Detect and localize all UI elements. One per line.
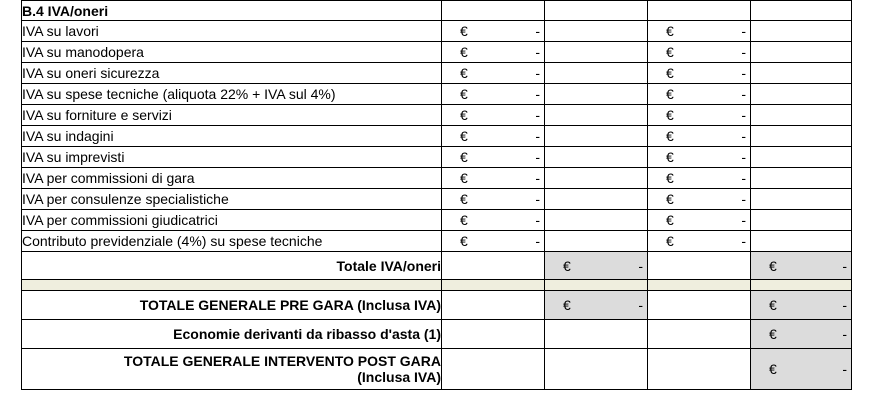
amount-cell[interactable] <box>648 84 751 105</box>
value-text: - <box>842 258 847 274</box>
cell[interactable] <box>545 63 648 84</box>
spreadsheet-table <box>21 0 852 390</box>
amount-cell[interactable] <box>442 189 545 210</box>
currency-symbol: € <box>460 23 468 39</box>
value-text: - <box>638 297 643 313</box>
economie-value[interactable] <box>751 320 852 349</box>
amount-cell[interactable] <box>648 21 751 42</box>
band-cell <box>751 280 852 291</box>
item-label[interactable]: IVA per consulenze specialistiche <box>22 189 442 210</box>
totale-pre-gara-value-post[interactable] <box>751 291 852 320</box>
iva-item-row <box>22 126 852 147</box>
cell[interactable] <box>545 320 648 349</box>
item-label[interactable]: IVA per commissioni di gara <box>22 168 442 189</box>
value-text: - <box>741 149 746 165</box>
item-label[interactable]: IVA su spese tecniche (aliquota 22% + IVA sul 4%) <box>22 84 442 105</box>
iva-item-row <box>22 231 852 252</box>
amount-cell[interactable] <box>648 189 751 210</box>
value-text: - <box>638 258 643 274</box>
value-text: - <box>535 86 540 102</box>
item-label[interactable]: IVA su indagini <box>22 126 442 147</box>
value-text: - <box>741 170 746 186</box>
currency-symbol: € <box>460 65 468 81</box>
currency-symbol: € <box>460 191 468 207</box>
cell[interactable] <box>545 42 648 63</box>
value-text: - <box>842 326 847 342</box>
item-label[interactable]: IVA su manodopera <box>22 42 442 63</box>
band-cell <box>22 280 442 291</box>
currency-symbol: € <box>769 297 777 313</box>
totale-pre-gara-row <box>22 291 852 320</box>
cell[interactable] <box>545 210 648 231</box>
currency-symbol: € <box>666 170 674 186</box>
economie-label[interactable]: Economie derivanti da ribasso d'asta (1) <box>22 320 442 349</box>
currency-symbol: € <box>460 107 468 123</box>
cell[interactable] <box>751 63 852 84</box>
value-text: - <box>535 149 540 165</box>
item-label[interactable]: IVA su oneri sicurezza <box>22 63 442 84</box>
separator-band-row <box>22 280 852 291</box>
iva-item-row <box>22 21 852 42</box>
value-text: - <box>741 191 746 207</box>
amount-cell[interactable] <box>442 168 545 189</box>
iva-item-row <box>22 63 852 84</box>
economie-row <box>22 320 852 349</box>
value-text: - <box>535 44 540 60</box>
cell[interactable] <box>648 320 751 349</box>
iva-item-row <box>22 147 852 168</box>
total-iva-label[interactable]: Totale IVA/oneri <box>22 252 442 280</box>
cell[interactable] <box>545 189 648 210</box>
value-text: - <box>535 170 540 186</box>
total-iva-value-pre[interactable] <box>545 252 648 280</box>
amount-cell[interactable] <box>648 147 751 168</box>
value-text: - <box>741 23 746 39</box>
item-label[interactable]: IVA su lavori <box>22 21 442 42</box>
iva-item-row <box>22 189 852 210</box>
cell[interactable] <box>545 231 648 252</box>
section-title[interactable]: B.4 IVA/oneri <box>22 1 442 21</box>
cell[interactable] <box>751 126 852 147</box>
amount-cell[interactable] <box>442 42 545 63</box>
value-text: - <box>741 212 746 228</box>
total-iva-row <box>22 252 852 280</box>
iva-item-row <box>22 210 852 231</box>
totale-pre-gara-label[interactable]: TOTALE GENERALE PRE GARA (Inclusa IVA) <box>22 291 442 320</box>
value-text: - <box>535 233 540 249</box>
amount-cell[interactable] <box>442 147 545 168</box>
amount-cell[interactable] <box>648 168 751 189</box>
currency-symbol: € <box>563 258 571 274</box>
currency-symbol: € <box>460 86 468 102</box>
value-text: - <box>535 23 540 39</box>
amount-cell[interactable] <box>442 84 545 105</box>
cell[interactable] <box>751 105 852 126</box>
value-text: - <box>741 44 746 60</box>
amount-cell[interactable] <box>442 105 545 126</box>
cell[interactable] <box>751 147 852 168</box>
currency-symbol: € <box>666 23 674 39</box>
currency-symbol: € <box>666 65 674 81</box>
item-label[interactable]: Contributo previdenziale (4%) su spese tecniche <box>22 231 442 252</box>
currency-symbol: € <box>769 361 777 377</box>
items-body <box>22 21 852 252</box>
currency-symbol: € <box>666 149 674 165</box>
amount-cell[interactable] <box>442 21 545 42</box>
currency-symbol: € <box>460 44 468 60</box>
section-header-row <box>22 1 852 21</box>
item-label[interactable]: IVA su forniture e servizi <box>22 105 442 126</box>
currency-symbol: € <box>666 233 674 249</box>
cell[interactable] <box>442 291 545 320</box>
cell[interactable] <box>751 210 852 231</box>
cell[interactable] <box>545 21 648 42</box>
currency-symbol: € <box>563 297 571 313</box>
amount-cell[interactable] <box>442 231 545 252</box>
amount-cell[interactable] <box>648 231 751 252</box>
cell[interactable] <box>545 105 648 126</box>
currency-symbol: € <box>769 326 777 342</box>
amount-cell[interactable] <box>648 63 751 84</box>
band-cell <box>545 280 648 291</box>
amount-cell[interactable] <box>442 126 545 147</box>
currency-symbol: € <box>666 44 674 60</box>
iva-item-row <box>22 105 852 126</box>
cell[interactable] <box>545 349 648 390</box>
cell[interactable] <box>648 1 751 21</box>
value-text: - <box>741 107 746 123</box>
cell[interactable] <box>442 349 545 390</box>
iva-item-row <box>22 168 852 189</box>
value-text: - <box>741 128 746 144</box>
currency-symbol: € <box>666 212 674 228</box>
value-text: - <box>535 212 540 228</box>
cell[interactable] <box>648 349 751 390</box>
cell[interactable] <box>648 291 751 320</box>
currency-symbol: € <box>769 258 777 274</box>
cell[interactable] <box>648 252 751 280</box>
amount-cell[interactable] <box>648 105 751 126</box>
totale-pre-gara-value[interactable] <box>545 291 648 320</box>
value-text: - <box>535 128 540 144</box>
totale-post-gara-row <box>22 349 852 390</box>
currency-symbol: € <box>666 86 674 102</box>
value-text: - <box>741 65 746 81</box>
cell[interactable] <box>442 252 545 280</box>
amount-cell[interactable] <box>648 126 751 147</box>
cell[interactable] <box>751 21 852 42</box>
cell[interactable] <box>545 1 648 21</box>
value-text: - <box>535 191 540 207</box>
cell[interactable] <box>751 231 852 252</box>
iva-item-row <box>22 42 852 63</box>
value-text: - <box>535 107 540 123</box>
amount-cell[interactable] <box>442 210 545 231</box>
band-cell <box>442 280 545 291</box>
currency-symbol: € <box>460 212 468 228</box>
totale-post-gara-value[interactable] <box>751 349 852 390</box>
totals-body <box>22 252 852 390</box>
currency-symbol: € <box>460 128 468 144</box>
value-text: - <box>535 65 540 81</box>
sheet-body <box>22 1 852 21</box>
currency-symbol: € <box>460 170 468 186</box>
currency-symbol: € <box>460 149 468 165</box>
value-text: - <box>741 86 746 102</box>
label-line-1: TOTALE GENERALE INTERVENTO POST GARA <box>123 353 441 369</box>
cell[interactable] <box>545 84 648 105</box>
cell[interactable] <box>751 42 852 63</box>
cell[interactable] <box>545 126 648 147</box>
currency-symbol: € <box>666 191 674 207</box>
cell[interactable] <box>751 1 852 21</box>
value-text: - <box>842 297 847 313</box>
label-line-2: (Inclusa IVA) <box>357 369 441 385</box>
cell[interactable] <box>442 320 545 349</box>
item-label[interactable]: IVA per commissioni giudicatrici <box>22 210 442 231</box>
amount-cell[interactable] <box>648 210 751 231</box>
cell[interactable] <box>545 147 648 168</box>
cell[interactable] <box>751 189 852 210</box>
currency-symbol: € <box>460 233 468 249</box>
cell[interactable] <box>545 168 648 189</box>
value-text: - <box>842 361 847 377</box>
amount-cell[interactable] <box>442 63 545 84</box>
band-cell <box>648 280 751 291</box>
cell[interactable] <box>751 168 852 189</box>
total-iva-value-post[interactable] <box>751 252 852 280</box>
value-text: - <box>741 233 746 249</box>
currency-symbol: € <box>666 128 674 144</box>
currency-symbol: € <box>666 107 674 123</box>
cell[interactable] <box>442 1 545 21</box>
cell[interactable] <box>751 84 852 105</box>
totale-post-gara-label[interactable] <box>22 349 442 390</box>
amount-cell[interactable] <box>648 42 751 63</box>
item-label[interactable]: IVA su imprevisti <box>22 147 442 168</box>
iva-item-row <box>22 84 852 105</box>
